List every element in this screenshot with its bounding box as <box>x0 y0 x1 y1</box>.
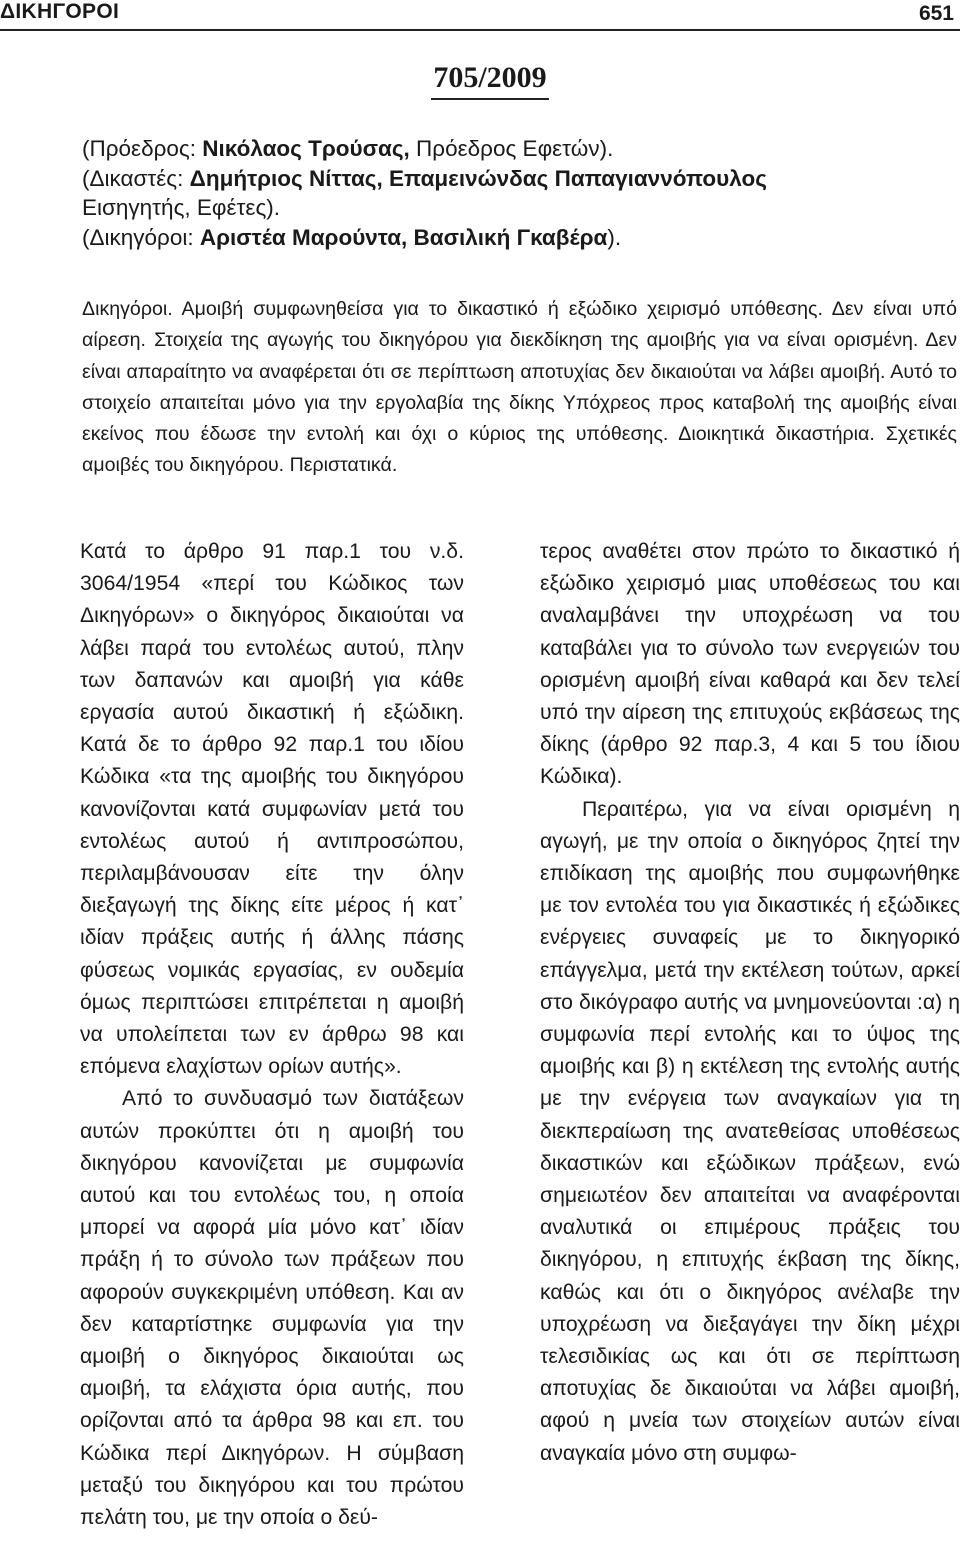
headnote <box>82 294 957 482</box>
judges-suffix: Εισηγητής, Εφέτες). <box>82 195 281 220</box>
headnote-text: Δικηγόροι. Αμοιβή συμφωνηθείσα για το δικαστικό ή εξώδικο χειρισμό υπόθεσης. Δεν είναι υπό αίρεση. Στοιχεία της αγωγής του δικηγόρου για διεκδίκηση της αμοιβής για να είναι ορισμένη. Δεν είναι απαραίτητο να αναφέρεται ότι σε περίπτωση αποτυχίας δεν δικαιούται να λάβει αμοιβή. Αυτό το στοιχείο απαιτείται μόνο για την εργολαβία της δίκης Υπόχρεος προς καταβολή της αμοιβής είναι εκείνος που έδωσε την εντολή και όχι ο κύριος της υπόθεσης. Διοικητικά δικαστήρια. Σχετικές αμοιβές του δικηγόρου. Περιστατικά. <box>82 298 957 477</box>
right-paragraph-2: Περαιτέρω, για να είναι ορισμένη η αγωγή, με την οποία ο δικηγόρος ζητεί την επιδίκαση της αμοιβής που συμφωνήθηκε με τον εντολέα του για δικαστικές ή εξώδικες ενέργειες συναφείς με το δικηγορικό επάγγελμα, μετά την εκτέλεση τούτων, αρκεί στο δικόγραφο αυτής να μνημονεύονται :α) η συμφωνία περί εντολής και το ύψος της αμοιβής και β) η εκτέλεση της εντολής αυτής με την ενέργεια των αναγκαίων για τη διεκπεραίωση της ανατεθείσας υποθέσεως δικαστικών και εξώδικων πράξεων, ενώ σημειωτέον δεν απαιτείται να αναφέρονται αναλυτικά οι επιμέρους πράξεις του δικηγόρου, η επιτυχής έκβαση της δίκης, καθώς και ότι ο δικηγόρος ανέλαβε την υποχρέωση να διεξαγάγει την δίκη μέχρι τελεσιδικίας ως και ότι σε περίπτωση αποτυχίας δε δικαιούται να λάβει αμοιβή, αφού η μνεία των στοιχείων αυτών είναι αναγκαία μόνο στη συμφω- <box>540 797 960 1465</box>
body-left-column <box>80 536 464 1534</box>
page-number: 651 <box>918 2 954 25</box>
left-paragraph-1: Κατά το άρθρο 91 παρ.1 του ν.δ. 3064/1954 «περί του Κώδικος των Δικηγόρων» ο δικηγόρος δικαιούται να λάβει παρά του εντολέως αυτού, πλην των δαπανών και αμοιβή για κάθε εργασία αυτού δικαστική ή εξώδικη. Κατά δε το άρθρο 92 παρ.1 του ιδίου Κώδικα «τα της αμοιβής του δικηγόρου κανονίζονται κατά συμφωνίαν μετά του εντολέως αυτού ή αντιπροσώπου, περιλαμβάνουσαν είτε την όλην διεξαγωγή της δίκης είτε μέρος ή κατ᾽ ιδίαν πράξεις αυτής ή άλλης πάσης φύσεως νομικάς εργασίας, εν ουδεμία όμως περιπτώσει επιτρέπεται η αμοιβή να υπολείπεται των εν άρθρω 98 και επόμενα ελαχίστων ορίων αυτής». <box>80 540 464 1079</box>
lawyers-suffix: ). <box>607 224 622 250</box>
lawyers-prefix: (Δικηγόροι: <box>82 224 200 250</box>
president-prefix: (Πρόεδρος: <box>82 136 203 161</box>
left-paragraph-2: Από το συνδυασμό των διατάξεων αυτών προκύπτει ότι η αμοιβή του δικηγόρου κανονίζεται με συμφωνία αυτού και του εντολέως του, η οποία μπορεί να αφορά μία μόνο κατ᾽ ιδίαν πράξη ή το σύνολο των πράξεων που αφορούν συγκεκριμένη υπόθεση. Και αν δεν καταρτίστηκε συμφωνία για την αμοιβή ο δικηγόρος δικαιούται ως αμοιβή, τα ελάχιστα όρια αυτής, που ορίζονται από τα άρθρα 98 και επ. του Κώδικα περί Δικηγόρων. Η σύμβαση μεταξύ του δικηγόρου και του πρώτου πελάτη του, με την οποία ο δεύ- <box>80 1087 464 1530</box>
court-composition <box>82 134 952 252</box>
lawyers-names: Αριστέα Μαρούντα, Βασιλική Γκαβέρα <box>199 224 608 250</box>
president-suffix: Πρόεδρος Εφετών). <box>409 136 614 161</box>
right-paragraph-1: τερος αναθέτει στον πρώτο το δικαστικό ή εξώδικο χειρισμό μιας υποθέσεως του και αναλαμβάνει την υποχρέωση να του καταβάλει για το σύνολο των ενεργειών του ορισμένη αμοιβή είναι καθαρά και δεν τελεί υπό την αίρεση της επιτυχούς εκβάσεως της δίκης (άρθρο 92 παρ.3, 4 και 5 του ίδιου Κώδικα). <box>540 540 960 789</box>
case-number-heading <box>0 60 960 100</box>
running-title: ΔΙΚΗΓΟΡΟΙ <box>0 0 120 23</box>
lawyers-line <box>82 223 952 253</box>
judges-prefix: (Δικαστές: <box>82 165 190 191</box>
header-rule <box>0 29 960 31</box>
president-name: Νικόλαος Τρούσας, <box>202 136 410 161</box>
president-line <box>82 134 952 164</box>
judges-names: Δημήτριος Νίττας, Επαμεινώνδας Παπαγιαννόπουλος <box>189 165 767 191</box>
body-right-column <box>540 536 960 1470</box>
page-header <box>0 0 960 34</box>
case-number: 705/2009 <box>431 60 548 100</box>
judges-line <box>82 164 952 194</box>
